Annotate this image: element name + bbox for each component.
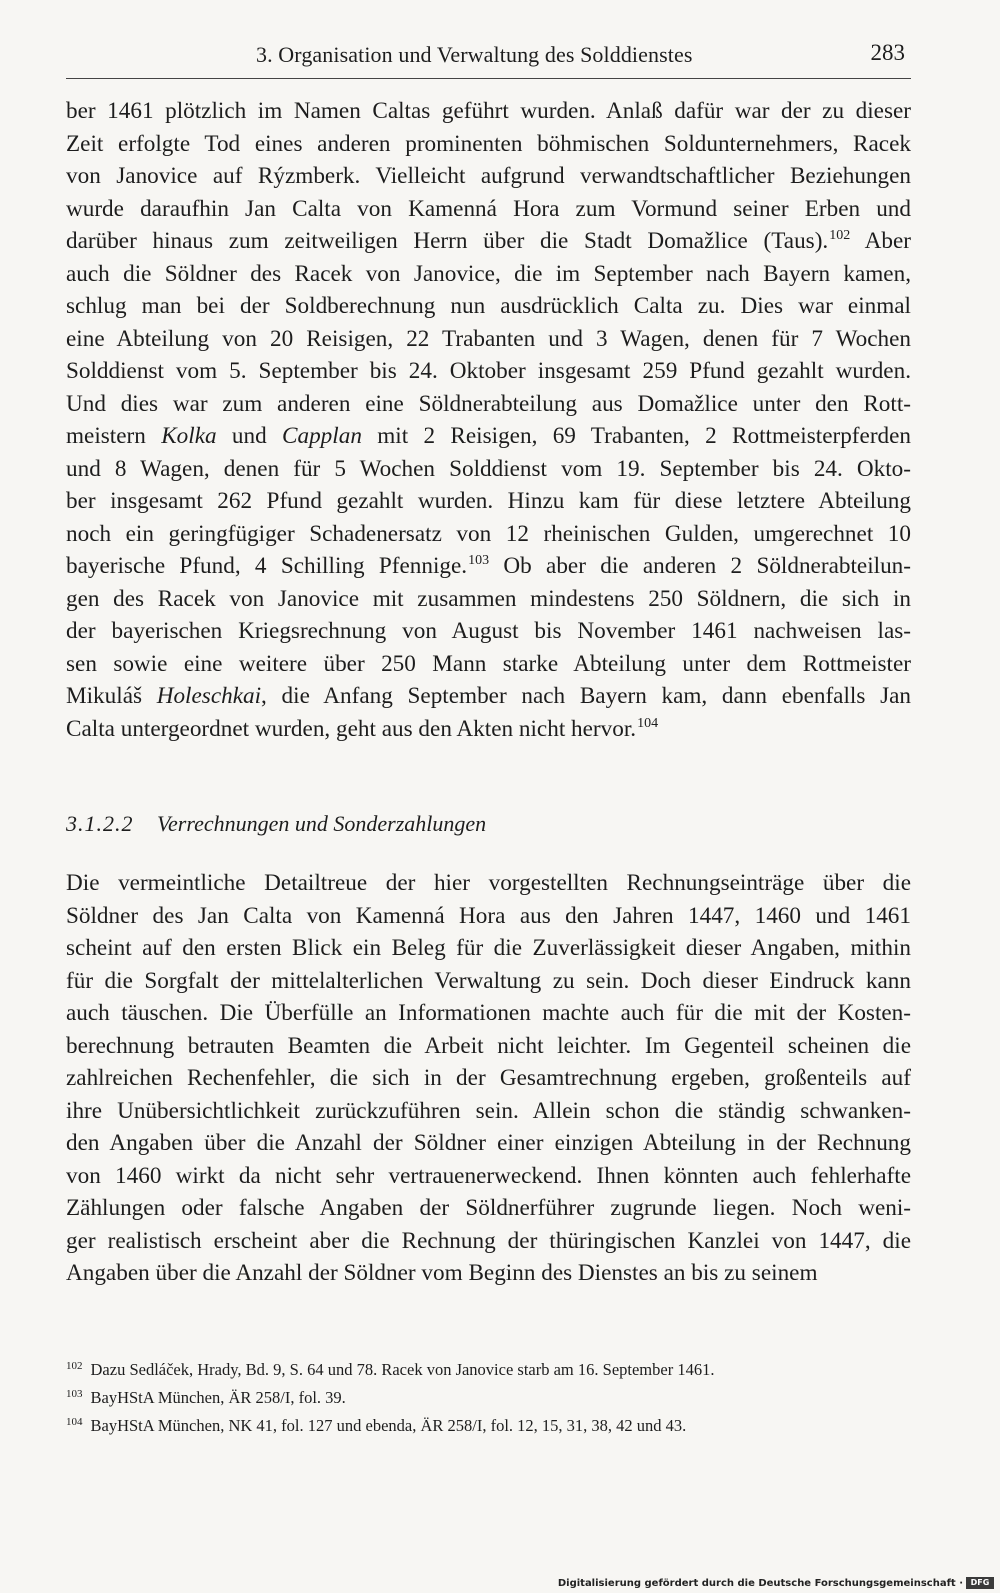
text-run: ber 1461 plötzlich im Namen Caltas geführt wurden. Anlaß dafür war der zu dieser: [66, 98, 911, 124]
footnote-104: [66, 1413, 911, 1441]
text-run: ger realistisch erscheint aber die Rechnung der thüringischen Kanzlei von 1447, die: [66, 1227, 911, 1254]
text-run: noch ein geringfügiger Schadenersatz von 12 rheinischen Gulden, umgerechnet 10: [66, 520, 911, 547]
text-line: [66, 453, 911, 486]
text-line: [66, 713, 911, 746]
footnote-number: 103: [66, 1388, 83, 1400]
text-line: [66, 550, 911, 583]
text-line: [66, 1095, 911, 1128]
digitization-note: Digitalisierung gefördert durch die Deutsche Forschungsgemeinschaft ·: [557, 1577, 963, 1589]
text-run: und: [216, 423, 283, 449]
text-run: von 1460 wirkt da nicht sehr vertrauenerweckend. Ihnen könnten auch fehlerhafte: [66, 1162, 911, 1189]
text-run: mit 2 Reisigen, 69 Trabanten, 2 Rottmeisterpferden: [361, 423, 912, 449]
paragraph-upper: [66, 95, 911, 745]
text-run: Calta untergeordnet wurden, geht aus den Akten nicht hervor.: [66, 715, 637, 742]
footnote-text: BayHStA München, NK 41, fol. 127 und ebenda, ÄR 258/I, fol. 12, 15, 31, 38, 42 und 43.: [90, 1416, 687, 1435]
text-run: ihre Unübersichtlichkeit zurückzuführen sein. Allein schon die ständig schwanken-: [66, 1097, 911, 1124]
text-line: [66, 1257, 911, 1290]
text-line: [66, 225, 911, 258]
text-line: [66, 583, 911, 616]
footnote-ref: 102: [829, 228, 851, 243]
text-line: [66, 193, 911, 226]
text-line: [66, 485, 911, 518]
text-line: [66, 1192, 911, 1225]
text-line: [66, 932, 911, 965]
text-run: und 8 Wagen, denen für 5 Wochen Solddienst vom 19. September bis 24. Okto-: [66, 455, 911, 482]
running-header: [66, 38, 911, 79]
text-line: [66, 290, 911, 323]
text-run: bayerische Pfund, 4 Schilling Pfennige.: [66, 553, 468, 579]
footnote-text: Dazu Sedláček, Hrady, Bd. 9, S. 64 und 78. Racek von Janovice starb am 16. September 1461.: [90, 1360, 715, 1379]
text-line: [66, 1225, 911, 1258]
footnotes: [66, 1357, 911, 1441]
footnote-ref: 103: [468, 553, 490, 568]
text-line: [66, 680, 911, 713]
text-line: [66, 128, 911, 161]
text-line: [66, 965, 911, 998]
text-line: [66, 997, 911, 1030]
text-run: den Angaben über die Anzahl der Söldner einer einzigen Abteilung in der Rechnung: [66, 1130, 911, 1156]
text-run: Mikuláš: [66, 683, 157, 709]
text-line: [66, 1062, 911, 1095]
page-number: 283: [870, 40, 905, 65]
digitization-credit: [558, 1577, 994, 1589]
section-heading: [66, 811, 486, 837]
text-line: [66, 258, 911, 291]
text-run: schlug man bei der Soldberechnung nun ausdrücklich Calta zu. Dies war einmal: [66, 293, 911, 319]
text-line: [66, 867, 911, 900]
text-run: wurde daraufhin Jan Calta von Kamenná Hora zum Vormund seiner Erben und: [66, 195, 911, 222]
text-run: Ob aber die anderen 2 Söldnerabteilun-: [489, 553, 911, 579]
text-line: [66, 900, 911, 933]
text-line: [66, 95, 911, 128]
text-run: berechnung betrauten Beamten die Arbeit nicht leichter. Im Gegenteil scheinen die: [66, 1032, 911, 1059]
text-run: Söldner des Jan Calta von Kamenná Hora aus den Jahren 1447, 1460 und 1461: [66, 902, 911, 929]
text-run: meistern: [66, 423, 162, 449]
text-line: [66, 420, 911, 453]
italic-name: Capplan: [282, 423, 362, 449]
text-line: [66, 518, 911, 551]
text-run: auch täuschen. Die Überfülle an Informationen machte auch für die mit der Kosten-: [66, 1000, 911, 1026]
chapter-title: 3. Organisation und Verwaltung des Solddienstes: [256, 42, 693, 67]
text-run: der bayerischen Kriegsrechnung von August bis November 1461 nachweisen las-: [66, 618, 911, 644]
text-run: auch die Söldner des Racek von Janovice, die im September nach Bayern kamen,: [66, 260, 911, 287]
text-line: [66, 355, 911, 388]
section-title: Verrechnungen und Sonderzahlungen: [157, 811, 487, 836]
text-line: [66, 160, 911, 193]
dfg-logo-icon: DFG: [966, 1577, 994, 1589]
text-run: von Janovice auf Rýzmberk. Vielleicht aufgrund verwandtschaftlicher Beziehungen: [66, 163, 911, 189]
text-run: Zeit erfolgte Tod eines anderen prominenten böhmischen Soldunternehmers, Racek: [66, 130, 911, 157]
text-run: sen sowie eine weitere über 250 Mann starke Abteilung unter dem Rottmeister: [66, 650, 911, 677]
text-run: scheint auf den ersten Blick ein Beleg für die Zuverlässigkeit dieser Angaben, mithin: [66, 935, 911, 961]
footnote-number: 102: [66, 1360, 83, 1372]
text-line: [66, 615, 911, 648]
text-run: Die vermeintliche Detailtreue der hier vorgestellten Rechnungseinträge über die: [66, 870, 911, 896]
text-line: [66, 1030, 911, 1063]
text-run: Und dies war zum anderen eine Söldnerabteilung aus Domažlice unter den Rott-: [66, 390, 911, 417]
text-line: [66, 323, 911, 356]
section-number: 3.1.2.2: [66, 811, 134, 836]
text-line: [66, 1160, 911, 1193]
footnote-103: [66, 1385, 911, 1413]
text-run: Solddienst vom 5. September bis 24. Oktober insgesamt 259 Pfund gezahlt wurden.: [66, 358, 911, 384]
text-line: [66, 1127, 911, 1160]
text-line: [66, 648, 911, 681]
text-line: [66, 388, 911, 421]
italic-name: Holeschkai: [156, 683, 262, 709]
text-run: Zählungen oder falsche Angaben der Söldnerführer zugrunde liegen. Noch weni-: [66, 1195, 911, 1221]
text-run: Aber: [850, 228, 912, 254]
footnote-102: [66, 1357, 911, 1385]
text-run: für die Sorgfalt der mittelalterlichen Verwaltung zu sein. Doch dieser Eindruck kann: [66, 967, 911, 994]
text-run: Angaben über die Anzahl der Söldner vom Beginn des Dienstes an bis zu seinem: [66, 1260, 818, 1286]
footnote-ref: 104: [637, 715, 659, 731]
footnote-text: BayHStA München, ÄR 258/I, fol. 39.: [90, 1388, 346, 1407]
text-run: zahlreichen Rechenfehler, die sich in der Gesamtrechnung ergeben, großenteils auf: [66, 1065, 911, 1091]
text-run: eine Abteilung von 20 Reisigen, 22 Trabanten und 3 Wagen, denen für 7 Wochen: [66, 325, 911, 352]
footnote-number: 104: [66, 1416, 83, 1428]
text-run: gen des Racek von Janovice mit zusammen mindestens 250 Söldnern, die sich in: [66, 585, 911, 612]
text-run: , die Anfang September nach Bayern kam, dann ebenfalls Jan: [261, 683, 911, 709]
text-run: darüber hinaus zum zeitweiligen Herrn über die Stadt Domažlice (Taus).: [66, 228, 829, 254]
text-run: ber insgesamt 262 Pfund gezahlt wurden. Hinzu kam für diese letztere Abteilung: [66, 488, 911, 514]
italic-name: Kolka: [161, 423, 217, 449]
paragraph-lower: [66, 867, 911, 1290]
